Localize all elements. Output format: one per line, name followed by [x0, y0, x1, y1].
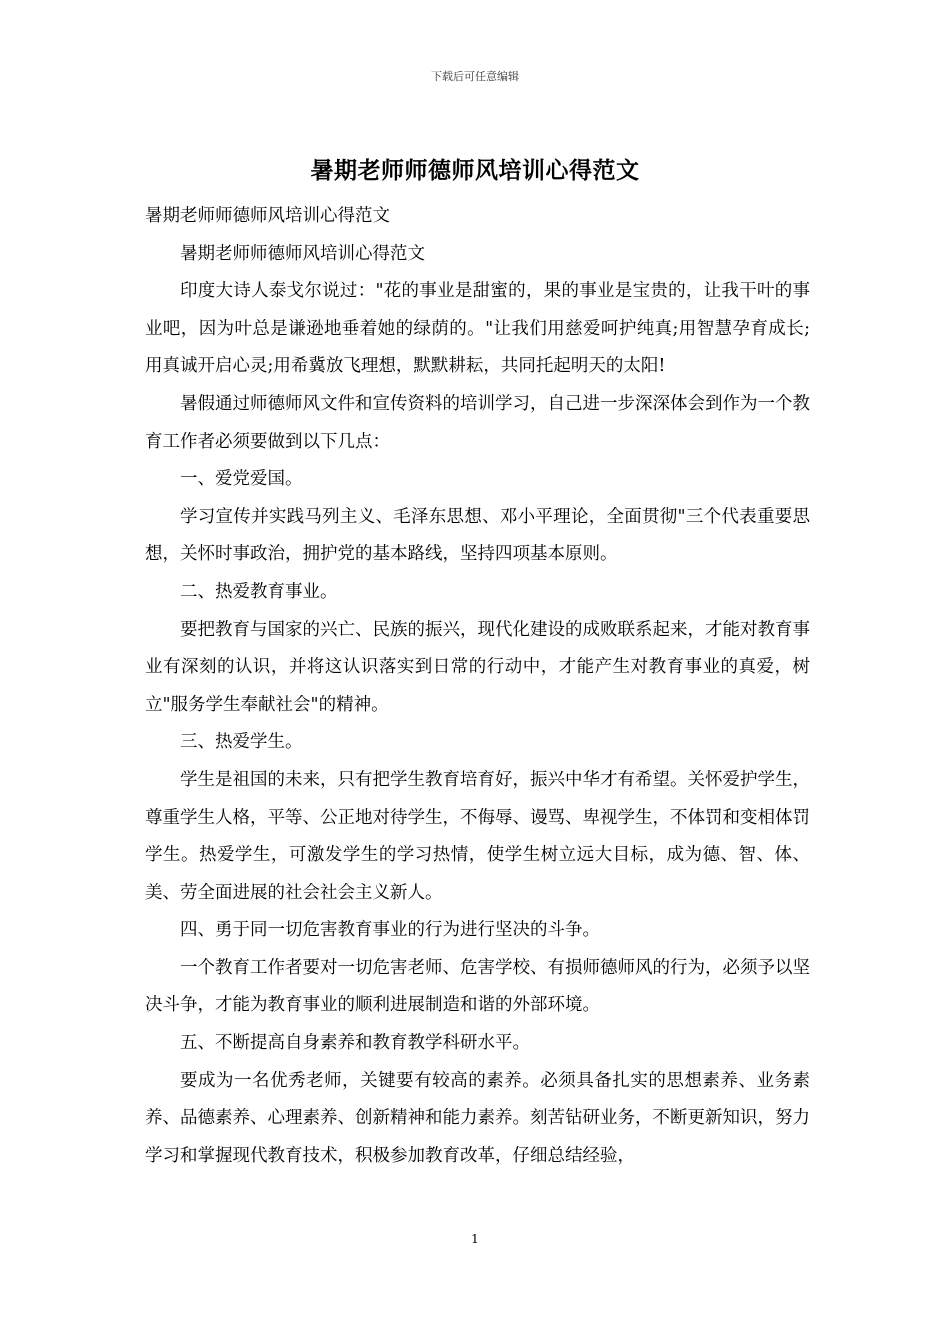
paragraph: 学习宣传并实践马列主义、毛泽东思想、邓小平理论，全面贯彻"三个代表重要思想，关怀时事政治，拥护党的基本路线，坚持四项基本原则。	[145, 506, 810, 565]
document-body	[145, 198, 810, 1175]
paragraph: 一个教育工作者要对一切危害老师、危害学校、有损师德师风的行为，必须予以坚决斗争，才能为教育事业的顺利进展制造和谐的外部环境。	[145, 957, 810, 1016]
paragraph: 学生是祖国的未来，只有把学生教育培育好，振兴中华才有希望。关怀爱护学生，尊重学生人格，平等、公正地对待学生，不侮辱、谩骂、卑视学生，不体罚和变相体罚学生。热爱学生，可激发学生的学习热情，使学生树立远大目标，成为德、智、体、美、劳全面进展的社会社会主义新人。	[145, 769, 810, 903]
header-note: 下载后可任意编辑	[431, 70, 519, 83]
subtitle-line: 暑期老师师德师风培训心得范文	[145, 206, 390, 226]
section-heading: 三、热爱学生。	[180, 732, 303, 753]
paragraph: 暑假通过师德师风文件和宣传资料的培训学习，自己进一步深深体会到作为一个教育工作者必须要做到以下几点：	[145, 393, 810, 452]
section-heading: 五、不断提高自身素养和教育教学科研水平。	[180, 1033, 530, 1054]
section-heading: 四、勇于同一切危害教育事业的行为进行坚决的斗争。	[180, 920, 600, 941]
section-heading: 二、热爱教育事业。	[180, 581, 338, 602]
paragraph: 要把教育与国家的兴亡、民族的振兴，现代化建设的成败联系起来，才能对教育事业有深刻的认识，并将这认识落实到日常的行动中，才能产生对教育事业的真爱，树立"服务学生奉献社会"的精神。	[145, 619, 810, 715]
section-heading: 一、爱党爱国。	[180, 469, 303, 490]
paragraph: 要成为一名优秀老师，关键要有较高的素养。必须具备扎实的思想素养、业务素养、品德素养、心理素养、创新精神和能力素养。刻苦钻研业务，不断更新知识，努力学习和掌握现代教育技术，积极参加教育改革，仔细总结经验，	[145, 1070, 810, 1166]
paragraph: 印度大诗人泰戈尔说过："花的事业是甜蜜的，果的事业是宝贵的，让我干叶的事业吧，因为叶总是谦逊地垂着她的绿荫的。"让我们用慈爱呵护纯真;用智慧孕育成长;用真诚开启心灵;用希冀放飞理想，默默耕耘，共同托起明天的太阳!	[145, 281, 810, 377]
paragraph: 暑期老师师德师风培训心得范文	[180, 243, 425, 264]
page-number: 1	[471, 1232, 479, 1246]
document-title: 暑期老师师德师风培训心得范文	[310, 158, 640, 184]
